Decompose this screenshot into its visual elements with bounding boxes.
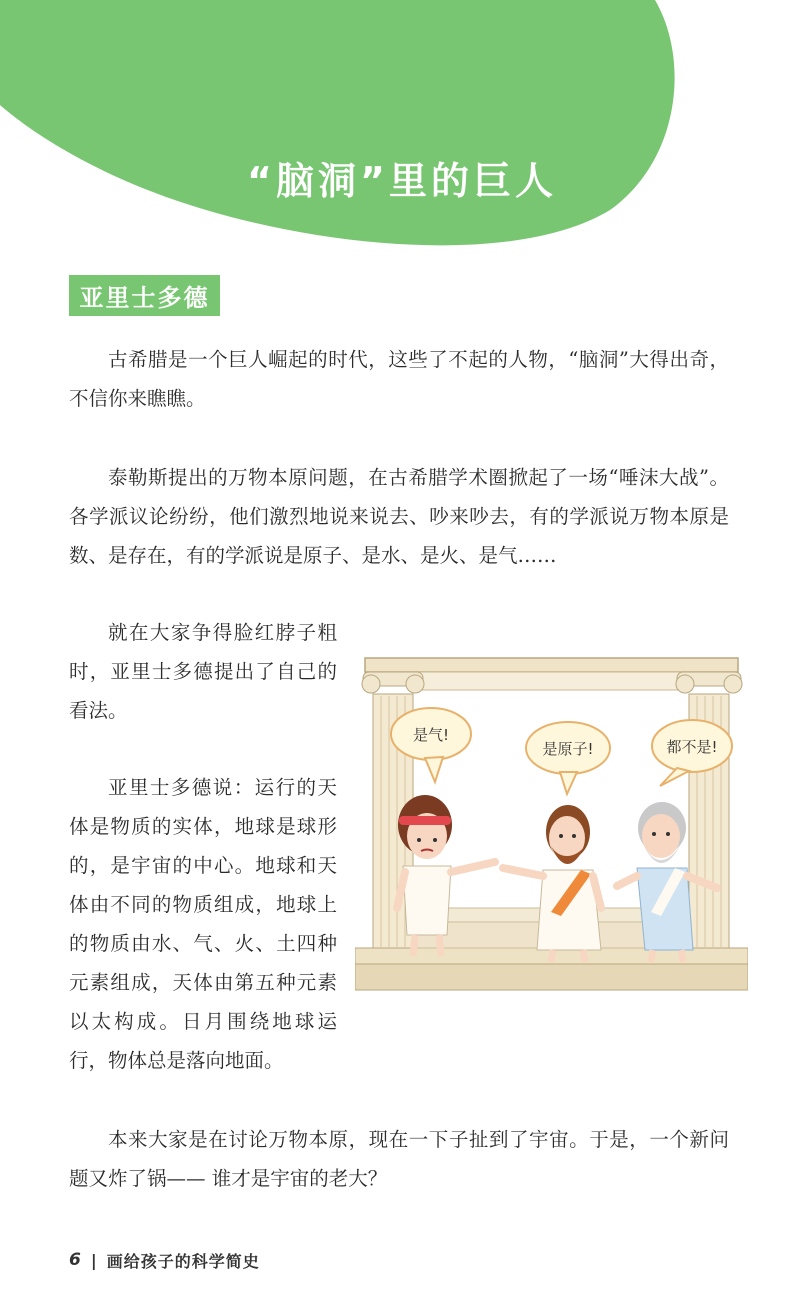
section-label: 亚里士多德 [69,275,220,316]
page-number: 6 [69,1250,81,1270]
footer-separator: | [90,1250,97,1270]
bubble-middle-text: 是原子! [542,740,594,758]
philosophers-illustration [355,650,748,995]
paragraph-intro: 古希腊是一个巨人崛起的时代，这些了不起的人物，“脑洞”大得出奇，不信你来瞧瞧。 [69,348,729,410]
paragraph-debate: 泰勒斯提出的万物本原问题，在古希腊学术圈掀起了一场“唾沫大战”。各学派议论纷纷，他们激烈地说来说去、吵来吵去，有的学派说万物本原是数、是存在，有的学派说是原子、是水、是火、是气…… [69,466,729,567]
temple-scene-image [355,650,748,995]
paragraph-aristotle-view: 就在大家争得脸红脖子粗时，亚里士多德提出了自己的看法。 [69,621,337,722]
book-title: 画给孩子的科学简史 [106,1251,260,1271]
bubble-left-text: 是气! [412,726,449,744]
page-footer [69,1247,260,1273]
bubble-right-text: 都不是! [666,738,718,756]
paragraph-new-question: 本来大家是在讨论万物本原，现在一下子扯到了宇宙。于是，一个新问题又炸了锅—— 谁才是宇宙的老大？ [69,1128,729,1190]
chapter-title: “脑洞”里的巨人 [247,159,557,203]
paragraph-aristotle-says: 亚里士多德说：运行的天体是物质的实体，地球是球形的，是宇宙的中心。地球和天体由不同的物质组成，地球上的物质由水、气、火、土四种元素组成，天体由第五种元素以太构成。日月围绕地球运行，物体总是落向地面。 [69,776,337,1072]
